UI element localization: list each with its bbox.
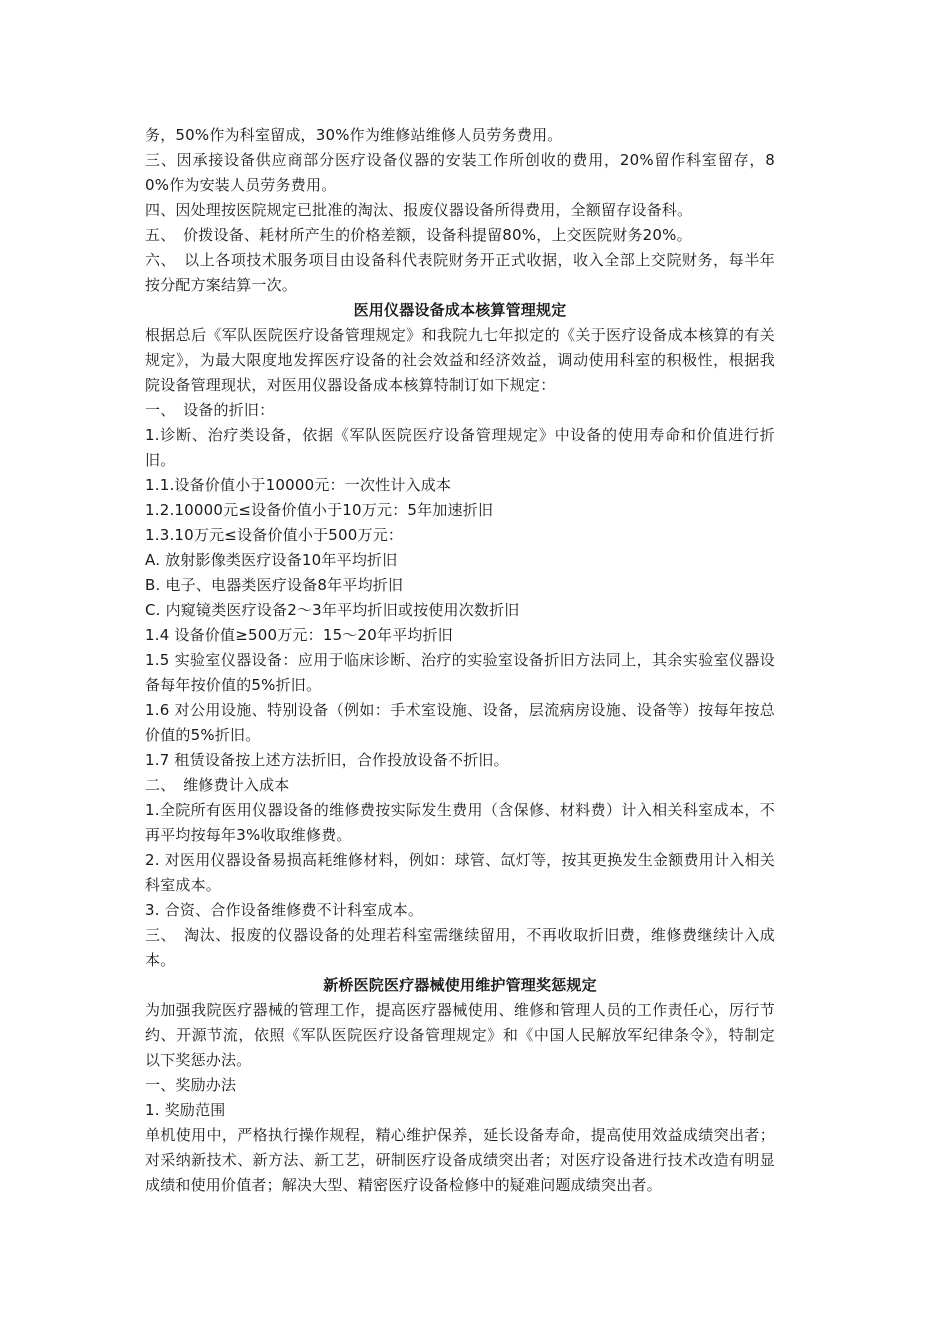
paragraph-rewards-intro: 为加强我院医疗器械的管理工作，提高医疗器械使用、维修和管理人员的工作责任心，厉行节约、开源节流，依照《军队医院医疗设备管理规定》和《中国人民解放军纪律条令》，特制定以下奖惩办法。 xyxy=(145,1001,775,1069)
document-body xyxy=(145,123,775,1198)
heading-reward-method: 一、奖励办法 xyxy=(145,1076,237,1094)
paragraph-reward-scope: 单机使用中，严格执行操作规程，精心维护保养，延长设备寿命，提高使用效益成绩突出者；对采纳新技术、新方法、新工艺，研制医疗设备成绩突出者；对医疗设备进行技术改造有明显成绩和使用价值者；解决大型、精密医疗设备检修中的疑难问题成绩突出者。 xyxy=(145,1126,775,1194)
paragraph-rule-c: C. 内窥镜类医疗设备2～3年平均折旧或按使用次数折旧 xyxy=(145,601,520,619)
paragraph-rule-1: 1.诊断、治疗类设备，依据《军队医院医疗设备管理规定》中设备的使用寿命和价值进行折旧。 xyxy=(145,426,775,469)
paragraph-maintenance-3: 3. 合资、合作设备维修费不计科室成本。 xyxy=(145,901,424,919)
heading-reward-scope: 1. 奖励范围 xyxy=(145,1101,226,1119)
paragraph-item-6: 六、 以上各项技术服务项目由设备科代表院财务开正式收据，收入全部上交院财务，每半年按分配方案结算一次。 xyxy=(145,251,775,294)
paragraph-rule-b: B. 电子、电器类医疗设备8年平均折旧 xyxy=(145,576,404,594)
section-title-cost-accounting: 医用仪器设备成本核算管理规定 xyxy=(353,301,567,319)
heading-depreciation: 一、 设备的折旧： xyxy=(145,401,275,419)
section-title-rewards-penalties: 新桥医院医疗器械使用维护管理奖惩规定 xyxy=(323,976,597,994)
paragraph-rule-1-4: 1.4 设备价值≥500万元：15～20年平均折旧 xyxy=(145,626,453,644)
paragraph-rule-a: A. 放射影像类医疗设备10年平均折旧 xyxy=(145,551,398,569)
heading-maintenance: 二、 维修费计入成本 xyxy=(145,776,290,794)
paragraph-scrapped-equipment: 三、 淘汰、报废的仪器设备的处理若科室需继续留用，不再收取折旧费，维修费继续计入成本。 xyxy=(145,926,775,969)
paragraph-rule-1-7: 1.7 租赁设备按上述方法折旧，合作投放设备不折旧。 xyxy=(145,751,509,769)
paragraph-intro: 根据总后《军队医院医疗设备管理规定》和我院九七年拟定的《关于医疗设备成本核算的有关规定》，为最大限度地发挥医疗设备的社会效益和经济效益，调动使用科室的积极性，根据我院设备管理现状，对医用仪器设备成本核算特制订如下规定： xyxy=(145,326,775,394)
paragraph-item-3: 三、因承接设备供应商部分医疗设备仪器的安装工作所创收的费用，20%留作科室留存，80%作为安装人员劳务费用。 xyxy=(145,151,775,194)
paragraph-rule-1-5: 1.5 实验室仪器设备：应用于临床诊断、治疗的实验室设备折旧方法同上，其余实验室仪器设备每年按价值的5%折旧。 xyxy=(145,651,775,694)
paragraph-rule-1-3: 1.3.10万元≤设备价值小于500万元： xyxy=(145,526,404,544)
paragraph-maintenance-1: 1.全院所有医用仪器设备的维修费按实际发生费用（含保修、材料费）计入相关科室成本，不再平均按每年3%收取维修费。 xyxy=(145,801,775,844)
paragraph-labor-share: 务，50%作为科室留成，30%作为维修站维修人员劳务费用。 xyxy=(145,126,563,144)
paragraph-item-5: 五、 价拨设备、耗材所产生的价格差额，设备科提留80%，上交医院财务20%。 xyxy=(145,226,692,244)
paragraph-rule-1-2: 1.2.10000元≤设备价值小于10万元：5年加速折旧 xyxy=(145,501,494,519)
paragraph-rule-1-1: 1.1.设备价值小于10000元：一次性计入成本 xyxy=(145,476,452,494)
paragraph-rule-1-6: 1.6 对公用设施、特别设备（例如：手术室设施、设备，层流病房设施、设备等）按每年按总价值的5%折旧。 xyxy=(145,701,775,744)
paragraph-maintenance-2: 2. 对医用仪器设备易损高耗维修材料，例如：球管、氙灯等，按其更换发生金额费用计入相关科室成本。 xyxy=(145,851,775,894)
paragraph-item-4: 四、因处理按医院规定已批准的淘汰、报废仪器设备所得费用，全额留存设备科。 xyxy=(145,201,693,219)
